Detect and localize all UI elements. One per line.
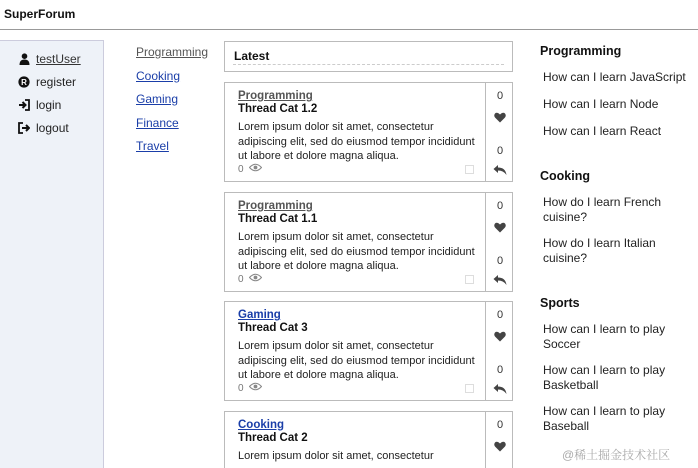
thread-category-link[interactable]: Gaming: [238, 309, 281, 321]
thread-stats: [487, 412, 513, 468]
views-count: 0: [238, 273, 244, 285]
thread-title[interactable]: Thread Cat 1.1: [238, 213, 318, 225]
top-nav-bar: [0, 0, 698, 30]
thread-body: Lorem ipsum dolor sit amet, consectetur: [238, 450, 434, 462]
thread-title[interactable]: Thread Cat 2: [238, 432, 308, 444]
heart-icon[interactable]: [494, 439, 506, 457]
thread-card-main: [225, 302, 486, 400]
heart-icon[interactable]: [494, 110, 506, 128]
latest-title: Latest: [234, 49, 270, 63]
login-icon: [18, 99, 30, 111]
thread-views: [238, 273, 262, 285]
replies-count: 0: [496, 255, 504, 267]
right-panel-link[interactable]: How can I learn to play Baseball: [543, 404, 666, 433]
eye-icon: [249, 273, 262, 285]
thread-title[interactable]: Thread Cat 3: [238, 322, 308, 334]
divider: [233, 64, 504, 65]
sidebar-item-label: logout: [36, 121, 69, 135]
replies-count: 0: [496, 145, 504, 157]
likes-count: 0: [496, 419, 504, 431]
user-icon: [18, 53, 30, 65]
sidebar-item-login[interactable]: [18, 96, 61, 114]
right-panel-link[interactable]: How do I learn French cuisine?: [543, 195, 662, 224]
thread-category-link[interactable]: Cooking: [238, 419, 284, 431]
category-link-finance[interactable]: Finance: [136, 115, 179, 130]
thread-card-main: [225, 193, 486, 291]
thread-stats: [487, 193, 513, 291]
sidebar-item-register[interactable]: [18, 73, 76, 91]
category-link-travel[interactable]: Travel: [136, 139, 169, 153]
category-link-cooking[interactable]: Cooking: [136, 68, 181, 83]
likes-count: 0: [496, 90, 504, 102]
document-icon: [465, 384, 474, 393]
logout-icon: [18, 122, 30, 134]
thread-category-link[interactable]: Programming: [238, 200, 313, 212]
thread-body: Lorem ipsum dolor sit amet, consectetur adipiscing elit, sed do eiusmod tempor incididunt ut labore et dolore magna aliqua.: [238, 121, 475, 162]
replies-count: 0: [496, 364, 504, 376]
sidebar-item-logout[interactable]: [18, 119, 69, 137]
eye-icon: [249, 382, 262, 394]
svg-text:R: R: [21, 77, 27, 87]
eye-icon: [249, 163, 262, 175]
thread-body: Lorem ipsum dolor sit amet, consectetur adipiscing elit, sed do eiusmod tempor incididunt ut labore et dolore magna aliqua.: [238, 340, 475, 381]
thread-card[interactable]: [224, 301, 513, 401]
right-panel-heading-programming: Programming: [540, 44, 622, 58]
reply-icon[interactable]: [493, 163, 507, 181]
category-link-gaming[interactable]: Gaming: [136, 92, 179, 106]
brand-title[interactable]: SuperForum: [4, 7, 76, 21]
thread-body: Lorem ipsum dolor sit amet, consectetur adipiscing elit, sed do eiusmod tempor incididunt ut labore et dolore magna aliqua.: [238, 231, 475, 272]
thread-stats: [487, 83, 513, 181]
likes-count: 0: [496, 200, 504, 212]
watermark-text: @稀土掘金技术社区: [562, 448, 671, 462]
right-panel-heading-sports: Sports: [540, 296, 580, 310]
left-sidebar: [0, 40, 104, 468]
right-panel-link[interactable]: How can I learn to play Soccer: [543, 322, 666, 351]
heart-icon[interactable]: [494, 329, 506, 347]
right-panel-link[interactable]: How can I learn Node: [543, 97, 659, 111]
latest-header: [224, 41, 513, 72]
sidebar-item-user[interactable]: [18, 50, 81, 68]
sidebar-item-label: login: [36, 98, 62, 112]
views-count: 0: [238, 163, 244, 175]
thread-stats: [487, 302, 513, 400]
thread-views: [238, 382, 262, 394]
thread-card-main: [225, 412, 486, 468]
thread-card[interactable]: [224, 192, 513, 292]
category-list: [136, 44, 208, 162]
category-link-programming[interactable]: Programming: [136, 45, 209, 59]
right-panel-heading-cooking: Cooking: [540, 169, 590, 183]
right-panel-link[interactable]: How can I learn JavaScript: [543, 70, 686, 84]
reply-icon[interactable]: [493, 273, 507, 291]
sidebar-item-label: testUser: [36, 52, 81, 66]
document-icon: [465, 165, 474, 174]
thread-card[interactable]: [224, 82, 513, 182]
thread-views: [238, 163, 262, 175]
heart-icon[interactable]: [494, 220, 506, 238]
sidebar-item-label: register: [36, 75, 77, 89]
thread-category-link[interactable]: Programming: [238, 90, 313, 102]
reply-icon[interactable]: [493, 382, 507, 400]
thread-title[interactable]: Thread Cat 1.2: [238, 103, 318, 115]
thread-card[interactable]: [224, 411, 513, 468]
likes-count: 0: [496, 309, 504, 321]
right-panel-link[interactable]: How can I learn to play Basketball: [543, 363, 666, 392]
register-icon: [18, 76, 30, 88]
right-panel-link[interactable]: How do I learn Italian cuisine?: [543, 236, 656, 265]
right-panel-link[interactable]: How can I learn React: [543, 124, 662, 138]
views-count: 0: [238, 382, 244, 394]
document-icon: [465, 275, 474, 284]
thread-card-main: [225, 83, 486, 181]
